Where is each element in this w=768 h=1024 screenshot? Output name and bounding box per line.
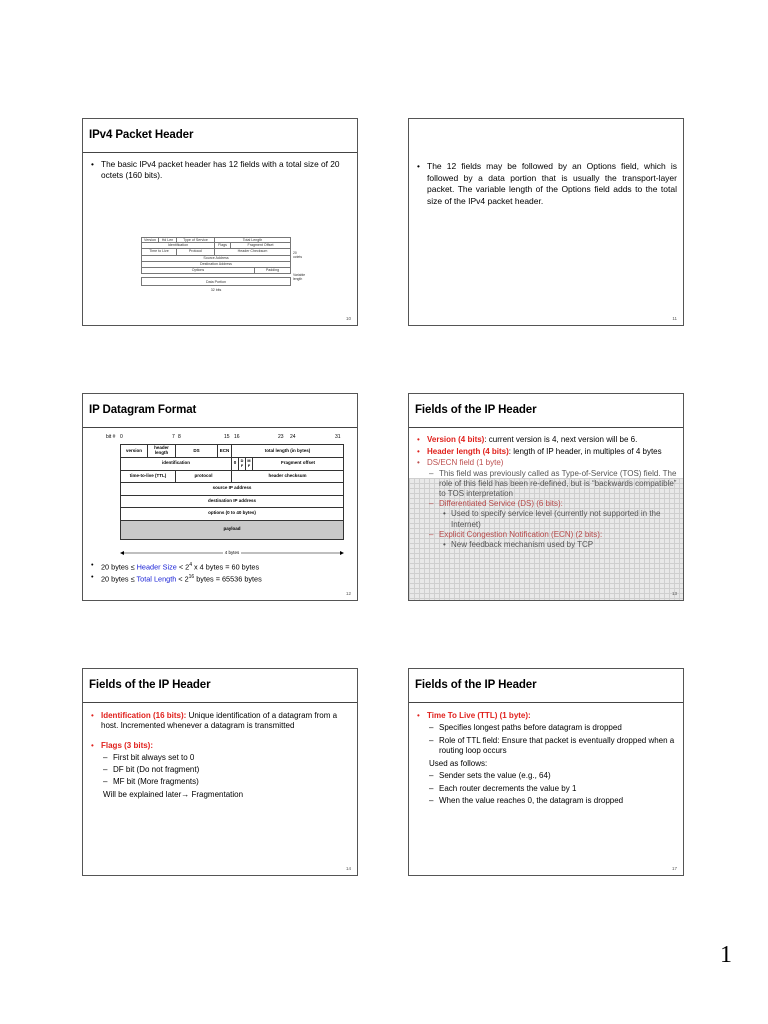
bit-label: 16 <box>234 434 240 440</box>
bullet-dot: • <box>417 161 420 171</box>
datagram-row <box>120 483 344 496</box>
slide-fields-ttl <box>408 668 684 876</box>
slide-title: Fields of the IP Header <box>415 404 537 416</box>
bullet-dot: • <box>91 711 94 720</box>
slide-content <box>415 161 677 207</box>
bullet-text: The 12 fields may be followed by an Options field, which is followed by a data portion that is usually the transport-layer packet. The variable length of the Options field adds to the total size of the IPv4 packet header. <box>427 161 677 206</box>
dash: – <box>429 499 434 509</box>
sub-item <box>415 469 677 500</box>
sub-sub-item-text: Used to specify service level (currently not supported in the Internet) <box>451 509 661 529</box>
ip-datagram-diagram <box>106 434 344 555</box>
mini-row <box>141 277 291 286</box>
bullet-text <box>101 711 351 732</box>
bit-label: 23 <box>278 434 284 440</box>
mini-width-label: 32 bits <box>210 288 222 293</box>
title-divider <box>409 427 683 428</box>
bullet-dot: • <box>91 159 94 169</box>
field-ecn: ECN <box>218 445 232 457</box>
text-part: bytes = 65536 bytes <box>194 574 262 584</box>
sub-sub-item-text: New feedback mechanism used by TCP <box>451 540 594 550</box>
bit-label: 8 <box>178 434 181 440</box>
sub-sub-item <box>415 540 677 550</box>
field-label: Header length (4 bits) <box>427 447 509 457</box>
note: Will be explained later→ Fragmentation <box>103 789 244 799</box>
sub-item-text: Differentiated Service (DS) (6 bits): <box>439 499 563 509</box>
faded-section <box>415 458 677 550</box>
bullet <box>89 711 351 732</box>
field-description: : length of IP header, in multiples of 4 bytes <box>508 447 662 457</box>
sub-item <box>415 796 677 806</box>
field-total-length: total length (in bytes) <box>232 445 344 457</box>
dash: – <box>429 771 434 781</box>
field-identification: identification <box>120 458 232 470</box>
sub-item-text: When the value reaches 0, the datagram is dropped <box>439 796 624 806</box>
mini-side-label: 20 octets <box>293 251 303 259</box>
bullet <box>89 572 351 584</box>
field-label: Identification (16 bits): <box>101 711 187 720</box>
field-source-ip: source IP address <box>120 483 344 495</box>
slide-ipv4-packet-header <box>82 118 358 326</box>
field-label: DS/ECN field (1 byte) <box>427 458 504 468</box>
mini-cell: Flags <box>215 243 231 248</box>
sub-item-text: DF bit (Do not fragment) <box>113 765 200 775</box>
sub-item <box>415 499 677 509</box>
bit-label: 7 <box>172 434 175 440</box>
mini-cell: Source Address <box>141 256 291 261</box>
slide-content <box>415 711 677 806</box>
note: Used as follows: <box>429 759 488 769</box>
title-divider <box>83 152 357 153</box>
datagram-row <box>120 444 344 458</box>
datagram-row <box>120 508 344 521</box>
text-part: 20 bytes ≤ <box>101 574 137 584</box>
field-label: Time To Live (TTL) (1 byte): <box>427 711 531 720</box>
sub-item-text: Sender sets the value (e.g., 64) <box>439 771 551 781</box>
dash: – <box>429 735 434 745</box>
bullet <box>89 560 351 572</box>
mini-cell: Destination Address <box>141 262 291 267</box>
dash: – <box>103 777 108 787</box>
sub-item <box>415 723 677 733</box>
mini-cell: Identification <box>141 243 215 248</box>
bullet-text <box>101 560 351 572</box>
dash: – <box>429 529 434 539</box>
mini-cell: Total Length <box>215 238 291 242</box>
width-label: 4 bytes <box>224 550 240 555</box>
mini-cell: Version <box>141 238 159 242</box>
datagram-row <box>120 458 344 471</box>
bullet <box>89 741 351 751</box>
field-ttl: time-to-live (TTL) <box>120 471 176 483</box>
field-description: : current version is 4, next version will be 6. <box>484 435 638 444</box>
bullet-dot: • <box>417 447 420 457</box>
slide-fields-identification-flags <box>82 668 358 876</box>
sub-item <box>89 777 351 787</box>
bullet-dot: • <box>417 458 420 468</box>
mini-cell: Data Portion <box>141 278 291 285</box>
dash: – <box>429 723 434 733</box>
text-part: < 2 <box>176 574 189 584</box>
bullet <box>415 161 677 207</box>
slide-number: 14 <box>345 866 351 871</box>
dash: – <box>429 796 434 806</box>
text-part: 20 bytes ≤ <box>101 562 137 572</box>
mini-cell: Hd Len <box>159 238 177 242</box>
slide-content <box>415 435 677 550</box>
mini-cell: Time to Live <box>141 249 177 254</box>
sub-item <box>415 771 677 781</box>
field-fragment-offset: Fragment offset <box>253 458 344 470</box>
field-header-checksum: header checksum <box>232 471 344 483</box>
bullet-dot: • <box>91 572 94 582</box>
slide-number: 12 <box>345 591 351 596</box>
bit-label: bit # <box>106 434 116 440</box>
slide-title: IPv4 Packet Header <box>89 129 194 141</box>
sub-item <box>415 530 677 540</box>
mini-row <box>141 268 291 274</box>
dash: – <box>429 783 434 793</box>
mini-side-label: Variable length <box>293 273 306 281</box>
datagram-row <box>120 471 344 484</box>
text-part: < 2 <box>176 562 190 572</box>
field-destination-ip: destination IP address <box>120 496 344 508</box>
sub-item-text: First bit always set to 0 <box>113 752 195 762</box>
mini-cell: Fragment Offset <box>231 243 291 248</box>
bit-label: 24 <box>290 434 296 440</box>
slide-number: 10 <box>345 316 351 321</box>
page-number: 1 <box>720 942 732 968</box>
bit-ruler <box>106 434 344 442</box>
bullet <box>89 159 351 181</box>
dash: – <box>103 765 108 775</box>
mini-cell: Protocol <box>177 249 215 254</box>
mini-cell: Header Checksum <box>215 249 291 254</box>
field-flag-mf: M F <box>246 458 253 470</box>
field-protocol: protocol <box>176 471 232 483</box>
bullet-dot: • <box>443 509 446 519</box>
slide-number: 13 <box>671 591 677 596</box>
slide-number: 11 <box>672 316 677 321</box>
highlight-total-length: Total Length <box>136 574 177 584</box>
dash: – <box>103 752 108 762</box>
ipv4-header-mini-diagram <box>141 237 306 293</box>
bullet-text: The basic IPv4 packet header has 12 fields with a total size of 20 octets (160 bits). <box>101 159 340 180</box>
field-flag-zero: 0 <box>232 458 239 470</box>
slide-ip-datagram-format <box>82 393 358 601</box>
mini-cell: Padding <box>255 268 291 273</box>
bullet <box>415 711 677 721</box>
bullet <box>415 458 677 468</box>
slide-content <box>89 711 351 800</box>
exponent: 16 <box>188 574 195 581</box>
datagram-row <box>120 521 344 540</box>
field-label: Flags (3 bits): <box>101 740 154 750</box>
field-flag-df: D F <box>239 458 246 470</box>
field-version: version <box>120 445 148 457</box>
field-description: Unique identification of a datagram from a host. Incremented whenever a datagram is transmitted <box>101 711 338 731</box>
highlight-header-size: Header Size <box>136 562 177 572</box>
title-divider <box>83 427 357 428</box>
sub-sub-item <box>415 509 677 529</box>
title-divider <box>83 702 357 703</box>
dash: – <box>429 468 434 478</box>
bullet-dot: • <box>417 711 420 720</box>
sub-item <box>415 784 677 794</box>
slide-title: IP Datagram Format <box>89 404 197 416</box>
slide-fields-version-ds <box>408 393 684 601</box>
slide-options-field <box>408 118 684 326</box>
datagram-row <box>120 496 344 509</box>
sub-item-text: Explicit Congestion Notification (ECN) (2 bits): <box>439 529 603 539</box>
width-indicator <box>120 550 344 556</box>
sub-item-text: Each router decrements the value by 1 <box>439 783 577 793</box>
slide-content <box>89 560 351 585</box>
sub-item <box>89 765 351 775</box>
bullet <box>415 435 677 445</box>
field-header-length: header length <box>148 445 176 457</box>
slide-number: 17 <box>671 866 677 871</box>
bullet-dot: • <box>417 435 420 444</box>
bullet-dot: • <box>443 540 446 550</box>
bullet-text <box>101 572 351 584</box>
field-ds: DS <box>176 445 218 457</box>
field-options: options (0 to 40 bytes) <box>120 508 344 520</box>
sub-item-text: Specifies longest paths before datagram is dropped <box>439 723 622 733</box>
text-part: x 4 bytes = 60 bytes <box>191 562 260 572</box>
bit-label: 31 <box>335 434 341 440</box>
sub-item <box>415 736 677 757</box>
slide-title: Fields of the IP Header <box>415 679 537 691</box>
title-divider <box>409 702 683 703</box>
sub-item-text: This field was previously called as Type-of-Service (TOS) field. The role of this field has been re-defined, but is “backwards compatible” to TOS interpretation <box>439 468 677 499</box>
slide-content <box>89 159 351 181</box>
exponent: 4 <box>189 562 192 568</box>
field-label: Version (4 bits) <box>427 435 485 444</box>
sub-item-text: Role of TTL field: Ensure that packet is eventually dropped when a routing loop occurs <box>439 735 675 755</box>
bit-label: 15 <box>224 434 230 440</box>
sub-item-text: MF bit (More fragments) <box>113 777 199 787</box>
bit-label: 0 <box>120 434 123 440</box>
bullet-text <box>427 435 677 445</box>
mini-cell: Type of Service <box>177 238 215 242</box>
bullet <box>415 447 677 457</box>
sub-item <box>89 753 351 763</box>
mini-cell: Options <box>141 268 255 273</box>
bullet-text <box>427 447 677 457</box>
field-payload: payload <box>120 521 344 539</box>
bullet-dot: • <box>91 740 94 750</box>
slide-title: Fields of the IP Header <box>89 679 211 691</box>
bullet-dot: • <box>91 560 94 569</box>
